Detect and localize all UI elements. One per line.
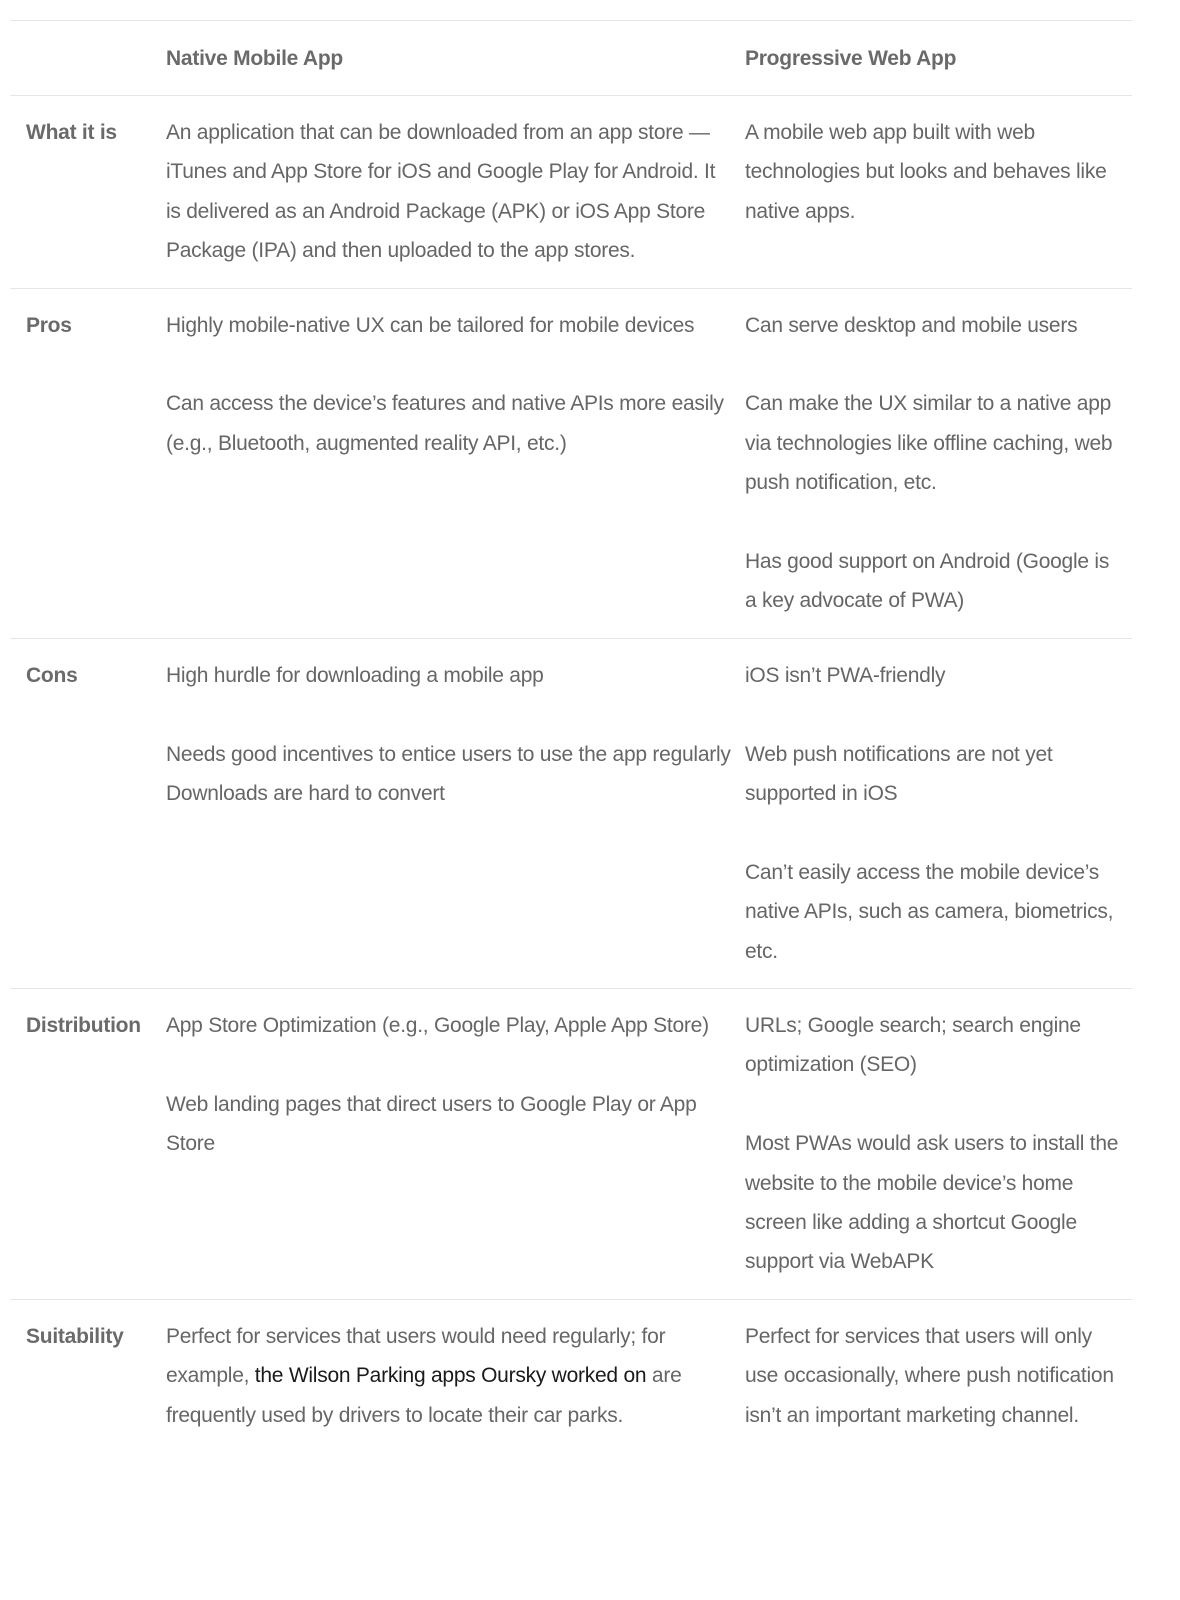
table-row — [10, 989, 1132, 1300]
cell-paragraph: Can access the device’s features and native APIs more easily (e.g., Bluetooth, augmented reality API, etc.) — [166, 392, 724, 455]
cell-paragraph: Perfect for services that users will only use occasionally, where push notification isn’t an important marketing channel. — [745, 1324, 1114, 1427]
cell-paragraph: Can’t easily access the mobile device’s native APIs, such as camera, biometrics, etc. — [745, 860, 1114, 963]
cell-paragraph: High hurdle for downloading a mobile app — [166, 663, 544, 687]
cell-paragraph: An application that can be downloaded from an app store — iTunes and App Store for iOS and Google Play for Android. It is delivered as an Android Package (APK) or iOS App Store Package (IPA) and then uploaded to the app stores. — [166, 121, 716, 263]
native-cell — [166, 96, 745, 289]
cell-paragraph: iOS isn’t PWA-friendly — [745, 663, 946, 687]
cell-paragraph: A mobile web app built with web technologies but looks and behaves like native apps. — [745, 121, 1107, 223]
cell-paragraph: App Store Optimization (e.g., Google Play, Apple App Store) — [166, 1014, 709, 1038]
table-row — [10, 96, 1132, 289]
cell-paragraph: Has good support on Android (Google is a key advocate of PWA) — [745, 550, 1110, 613]
table-row — [10, 288, 1132, 638]
cell-paragraph: Highly mobile-native UX can be tailored for mobile devices — [166, 313, 695, 337]
cell-paragraph: Can serve desktop and mobile users — [745, 313, 1078, 337]
cell-paragraph — [166, 1317, 735, 1435]
row-label-pros: Pros — [26, 313, 72, 337]
cell-paragraph: Most PWAs would ask users to install the website to the mobile device’s home screen like adding a shortcut Google support via WebAPK — [745, 1132, 1119, 1274]
wilson-parking-link[interactable]: the Wilson Parking apps Oursky worked on — [254, 1364, 647, 1388]
native-cell — [166, 638, 745, 988]
comparison-table — [10, 20, 1132, 1452]
suitability-text-before: Perfect for services that users would need regularly; for example, — [166, 1324, 666, 1388]
native-cell — [166, 1299, 745, 1452]
row-label-distribution: Distribution — [26, 1014, 141, 1038]
header-label-cell — [10, 21, 166, 96]
row-label-cons: Cons — [26, 663, 78, 687]
cell-paragraph: Needs good incentives to entice users to use the app regularly Downloads are hard to convert — [166, 742, 731, 806]
table-row — [10, 1299, 1132, 1452]
cell-paragraph: Can make the UX similar to a native app via technologies like offline caching, web push notification, etc. — [745, 392, 1113, 495]
native-cell — [166, 989, 745, 1300]
suitability-text-after: are frequently used by drivers to locate their car parks. — [166, 1364, 682, 1427]
cell-paragraph: Web push notifications are not yet supported in iOS — [745, 742, 1053, 806]
table-row — [10, 638, 1132, 988]
table-header-row — [10, 21, 1132, 96]
row-label-suitability: Suitability — [26, 1324, 124, 1348]
native-cell — [166, 288, 745, 638]
pwa-cell — [745, 288, 1132, 638]
row-label-what-it-is: What it is — [26, 121, 117, 144]
cell-paragraph: URLs; Google search; search engine optimization (SEO) — [745, 1014, 1081, 1077]
pwa-cell — [745, 638, 1132, 988]
pwa-cell — [745, 1299, 1132, 1452]
header-progressive-web-app: Progressive Web App — [745, 47, 957, 70]
header-native-mobile-app: Native Mobile App — [166, 47, 343, 70]
pwa-cell — [745, 989, 1132, 1300]
cell-paragraph: Web landing pages that direct users to Google Play or App Store — [166, 1092, 697, 1156]
pwa-cell — [745, 96, 1132, 289]
